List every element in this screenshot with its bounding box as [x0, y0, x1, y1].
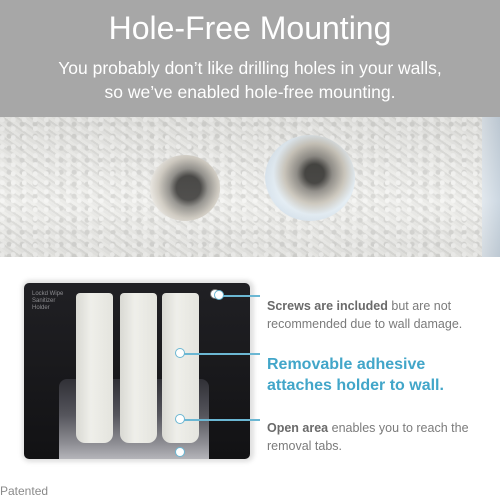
- holder-brand-label: [32, 291, 74, 312]
- page-subtitle: [0, 56, 500, 104]
- screws-callout-text: but are not recommended due to wall damage.: [267, 299, 463, 331]
- wall-shading: [0, 117, 500, 257]
- holder-label-line-1: Lockd Wipe: [32, 291, 64, 297]
- callout-line-screws: [222, 295, 260, 297]
- drilled-wall-photo: [0, 117, 500, 257]
- callout-marker-open: [175, 414, 185, 424]
- patented-label: Patented: [0, 484, 49, 498]
- callout-line-open: [184, 419, 260, 421]
- header-banner: [0, 0, 500, 117]
- holder-label-line-2: Sanitizer Holder: [32, 298, 56, 311]
- adhesive-callout: [267, 354, 497, 396]
- adhesive-callout-line-2: attaches holder to wall.: [267, 377, 444, 394]
- screws-callout: [267, 297, 497, 333]
- screws-callout-bold: Screws are included: [267, 299, 388, 313]
- callout-marker-adhesive: [175, 348, 185, 358]
- adhesive-callout-line-1: Removable adhesive: [267, 356, 426, 373]
- open-area-callout-bold: Open area: [267, 421, 329, 435]
- adhesive-strip: [120, 293, 157, 443]
- adhesive-strip: [76, 293, 113, 443]
- callout-marker-screws: [214, 290, 224, 300]
- subtitle-line-2: so we’ve enabled hole-free mounting.: [104, 82, 396, 102]
- wipe-holder-product: [24, 283, 250, 459]
- subtitle-line-1: You probably don’t like drilling holes in your walls,: [58, 58, 442, 78]
- callout-marker-open-2: [175, 447, 185, 457]
- page-title: Hole-Free Mounting: [108, 10, 392, 46]
- open-area-callout-text: enables you to reach the removal tabs.: [267, 421, 469, 453]
- callout-line-adhesive: [184, 353, 260, 355]
- open-area-callout: [267, 419, 497, 455]
